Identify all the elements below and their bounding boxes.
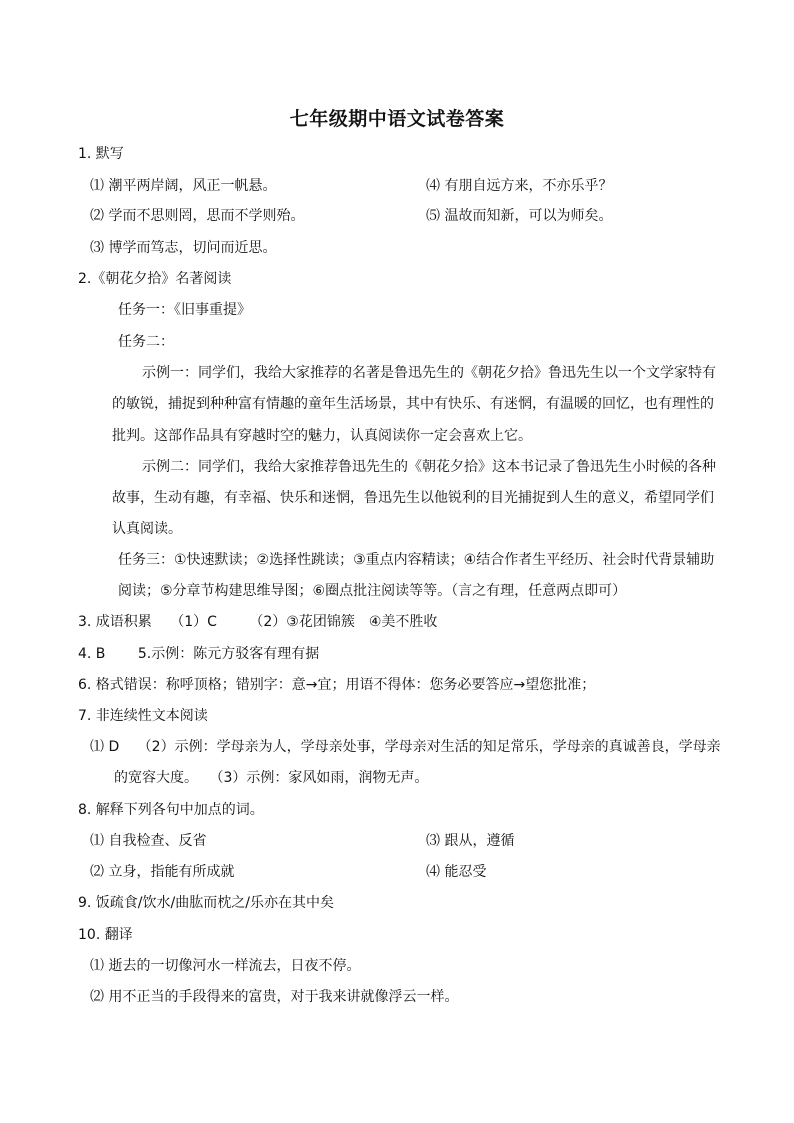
q1-item-4: ⑷ 有朋自远方来，不亦乐乎？ [426,178,613,194]
q1-item-2: ⑵ 学而不思则罔，思而不学则殆。 [90,208,305,224]
q4-q5-answer: 4. B 5.示例：陈元方驳客有理有据 [78,646,320,662]
q8-item-4: ⑷ 能忍受 [426,864,487,880]
q2-example1-line1: 示例一：同学们，我给大家推荐的名著是鲁迅先生的《朝花夕拾》鲁迅先生以一个文学家特有 [142,365,716,381]
q2-task3-line1: 任务三：①快速默读；②选择性跳读；③重点内容精读；④结合作者生平经历、社会时代背景辅助 [118,552,715,568]
q8-item-3: ⑶ 跟从，遵循 [426,833,515,849]
q6-answer: 6. 格式错误：称呼顶格；错别字：意→宜；用语不得体：您务必要答应→望您批准； [78,677,596,693]
q8-item-2: ⑵ 立身，指能有所成就 [90,864,235,880]
q7-line1: ⑴ D （2）示例：学母亲为人，学母亲处事，学母亲对生活的知足常乐，学母亲的真诚善良，学母亲 [90,739,721,755]
q2-task2: 任务二： [118,334,174,350]
q1-item-5: ⑸ 温故而知新，可以为师矣。 [426,208,613,224]
q10-item-2: ⑵ 用不正当的手段得来的富贵，对于我来讲就像浮云一样。 [90,989,459,1005]
q2-example1-line2: 的敏锐，捕捉到种种富有情趣的童年生活场景，其中有快乐、有迷惘，有温暖的回忆，也有理性的 [112,396,714,412]
q1-item-1: ⑴ 潮平两岸阔，风正一帆悬。 [90,178,277,194]
q9-answer: 9. 饭疏食/饮水/曲肱而枕之/乐亦在其中矣 [78,895,334,911]
page-title: 七年级期中语文试卷答案 [289,108,505,130]
q2-example2-line2: 故事，生动有趣，有幸福、快乐和迷惘，鲁迅先生以他锐利的目光捕捉到人生的意义，希望同学们 [112,490,714,506]
q8-heading: 8. 解释下列各句中加点的词。 [78,802,264,818]
q2-example1-line3: 批判。这部作品具有穿越时空的魅力，认真阅读你一定会喜欢上它。 [112,428,532,444]
q10-item-1: ⑴ 逝去的一切像河水一样流去，日夜不停。 [90,958,361,974]
q10-heading: 10. 翻译 [78,927,133,943]
q3-answer: 3. 成语积累 （1）C （2）③花团锦簇 ④美不胜收 [78,614,438,630]
q2-example2-line3: 认真阅读。 [112,521,182,537]
q2-heading: 2.《朝花夕拾》名著阅读 [78,271,232,287]
q2-example2-line1: 示例二：同学们，我给大家推荐鲁迅先生的《朝花夕拾》这本书记录了鲁迅先生小时候的各种 [142,459,716,475]
q1-item-3: ⑶ 博学而笃志，切问而近思。 [90,240,277,256]
q7-heading: 7. 非连续性文本阅读 [78,708,208,724]
q7-line2: 的宽容大度。 （3）示例：家风如雨，润物无声。 [114,770,429,786]
q8-item-1: ⑴ 自我检查、反省 [90,833,207,849]
q2-task3-line2: 阅读；⑤分章节构建思维导图；⑥圈点批注阅读等等。（言之有理，任意两点即可） [118,583,627,599]
q1-heading: 1. 默写 [78,146,124,162]
q2-task1: 任务一：《旧事重提》 [118,302,251,318]
